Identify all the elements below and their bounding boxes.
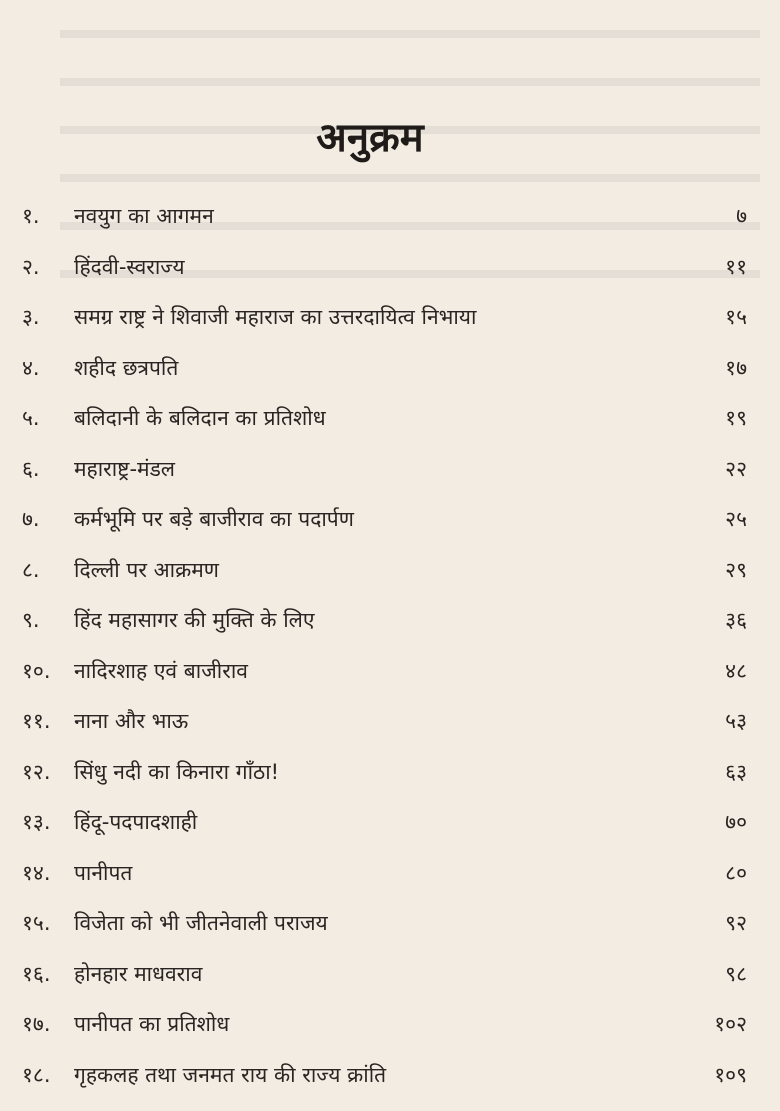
entry-title: बलिदानी के बलिदान का प्रतिशोध [74,404,687,432]
entry-number: १३. [22,808,74,836]
entry-number: १. [22,202,74,230]
toc-entry [22,909,747,960]
page-title: अनुक्रम [0,108,740,163]
entry-number: १४. [22,859,74,887]
entry-number: ४. [22,354,74,382]
entry-number: १६. [22,960,74,988]
toc-entry [22,455,747,506]
entry-title: गृहकलह तथा जनमत राय की राज्य क्रांति [74,1061,687,1089]
entry-number: १७. [22,1010,74,1038]
entry-number: ५. [22,404,74,432]
toc-entry [22,505,747,556]
toc-entry [22,960,747,1011]
entry-number: १५. [22,909,74,937]
entry-page-number: १५ [687,303,747,331]
toc-entry [22,657,747,708]
entry-page-number: ७० [687,808,747,836]
entry-page-number: २९ [687,556,747,584]
entry-title: हिंदू-पदपादशाही [74,808,687,836]
entry-title: होनहार माधवराव [74,960,687,988]
entry-page-number: २२ [687,455,747,483]
entry-number: १२. [22,758,74,786]
entry-number: १०. [22,657,74,685]
entry-page-number: ११ [687,253,747,281]
entry-title: विजेता को भी जीतनेवाली पराजय [74,909,687,937]
toc-entry [22,303,747,354]
entry-page-number: ८० [687,859,747,887]
toc-entry [22,808,747,859]
entry-number: २. [22,253,74,281]
entry-title: महाराष्ट्र-मंडल [74,455,687,483]
entry-number: ९. [22,606,74,634]
toc-entry [22,859,747,910]
entry-page-number: ७ [687,202,747,230]
entry-title: हिंदवी-स्वराज्य [74,253,687,281]
toc-entry [22,202,747,253]
toc-entry [22,1010,747,1061]
entry-number: १८. [22,1061,74,1089]
toc-entry [22,253,747,304]
entry-title: पानीपत का प्रतिशोध [74,1010,687,1038]
toc-entry [22,606,747,657]
entry-title: सिंधु नदी का किनारा गाँठा! [74,758,687,786]
entry-title: हिंद महासागर की मुक्ति के लिए [74,606,687,634]
entry-page-number: १७ [687,354,747,382]
entry-title: कर्मभूमि पर बड़े बाजीराव का पदार्पण [74,505,687,533]
entry-page-number: ४८ [687,657,747,685]
entry-page-number: १०२ [687,1010,747,1038]
toc-entry [22,758,747,809]
entry-page-number: ९८ [687,960,747,988]
toc-entry [22,556,747,607]
entry-title: समग्र राष्ट्र ने शिवाजी महाराज का उत्तरदायित्व निभाया [74,303,687,331]
entry-title: नादिरशाह एवं बाजीराव [74,657,687,685]
entry-page-number: ५३ [687,707,747,735]
toc-entry [22,404,747,455]
entry-page-number: १९ [687,404,747,432]
toc-entry [22,1061,747,1111]
entry-page-number: ३६ [687,606,747,634]
entry-title: शहीद छत्रपति [74,354,687,382]
entry-page-number: ९२ [687,909,747,937]
entry-number: ११. [22,707,74,735]
entry-page-number: ६३ [687,758,747,786]
entry-title: दिल्ली पर आक्रमण [74,556,687,584]
entry-title: पानीपत [74,859,687,887]
entry-number: ७. [22,505,74,533]
entry-page-number: १०९ [687,1061,747,1089]
toc-entry [22,354,747,405]
entry-number: ८. [22,556,74,584]
entry-title: नाना और भाऊ [74,707,687,735]
table-of-contents [22,202,747,1111]
entry-title: नवयुग का आगमन [74,202,687,230]
entry-number: ३. [22,303,74,331]
toc-entry [22,707,747,758]
entry-page-number: २५ [687,505,747,533]
entry-number: ६. [22,455,74,483]
